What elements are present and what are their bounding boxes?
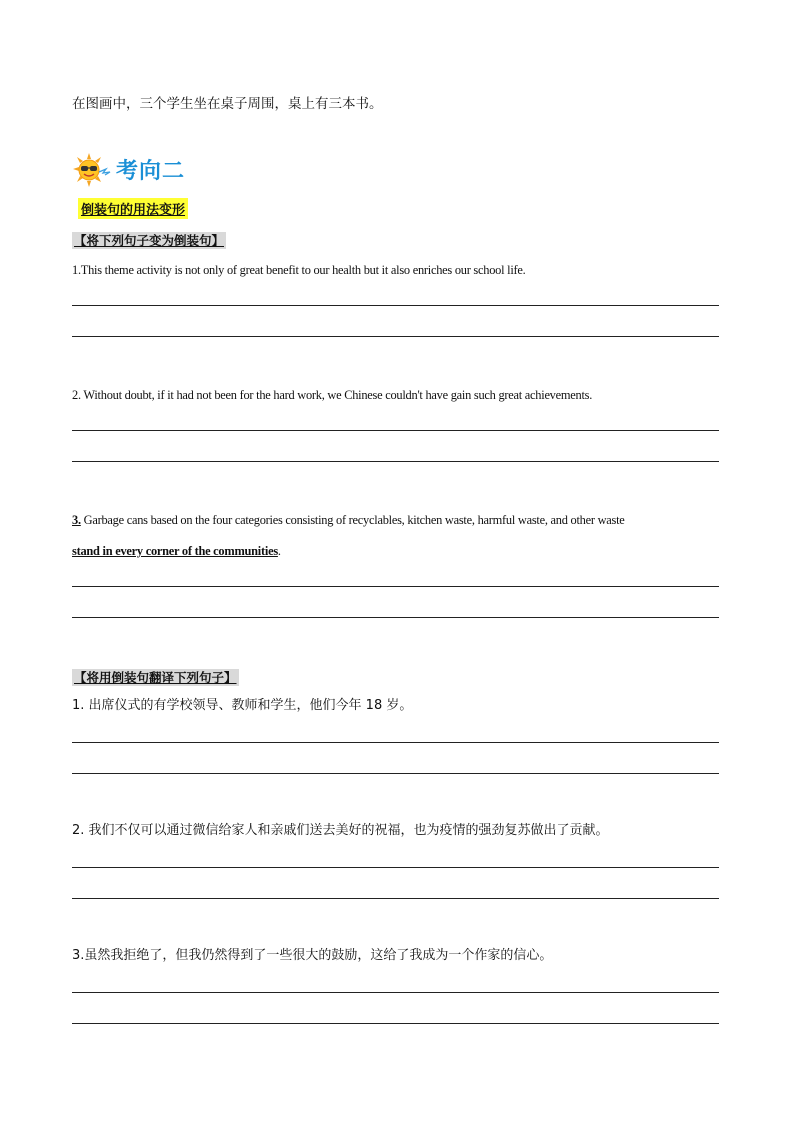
intro-sentence: 在图画中，三个学生坐在桌子周围，桌上有三本书。 <box>72 96 383 112</box>
question-2-2: 2. 我们不仅可以通过微信给家人和亲戚们送去美好的祝福，也为疫情的强劲复苏做出了贡献。 <box>72 823 609 838</box>
question-2-1: 1. 出席仪式的有学校领导、教师和学生，他们今年 18 岁。 <box>72 698 413 713</box>
question-emphasis: stand in every corner of the communities <box>72 544 278 558</box>
answer-line <box>72 742 719 743</box>
section1-title <box>72 230 226 249</box>
answer-line <box>72 1023 719 1024</box>
question-tail: . <box>277 544 281 558</box>
answer-line <box>72 898 719 899</box>
answer-line <box>72 617 719 618</box>
question-1-3-cont <box>72 543 281 559</box>
heading-title: 考向二 <box>116 159 186 184</box>
answer-line <box>72 336 719 337</box>
answer-line <box>72 430 719 431</box>
question-1-1: 1.This theme activity is not only of great benefit to our health but it also enriches our school life. <box>72 263 526 277</box>
answer-line <box>72 586 719 587</box>
answer-line <box>72 867 719 868</box>
question-number: 3. <box>72 513 81 527</box>
question-1-2: 2. Without doubt, if it had not been for the hard work, we Chinese couldn't have gain such great achievements. <box>72 388 593 402</box>
answer-line <box>72 992 719 993</box>
question-2-3: 3.虽然我拒绝了，但我仍然得到了一些很大的鼓励，这给了我成为一个作家的信心。 <box>72 948 553 963</box>
question-1-3 <box>72 512 625 528</box>
answer-line <box>72 773 719 774</box>
heading-subtitle: 倒装句的用法变形 <box>78 198 188 219</box>
section2-title <box>72 667 239 686</box>
question-text: Garbage cans based on the four categories consisting of recyclables, kitchen waste, harmful waste, and other waste <box>80 513 625 527</box>
section1-title-text: 【将下列句子变为倒装句】 <box>74 233 225 248</box>
answer-line <box>72 305 719 306</box>
answer-line <box>72 461 719 462</box>
sun-with-sunglasses-icon <box>72 152 114 188</box>
section2-title-text: 【将用倒装句翻译下列句子】 <box>74 670 237 685</box>
